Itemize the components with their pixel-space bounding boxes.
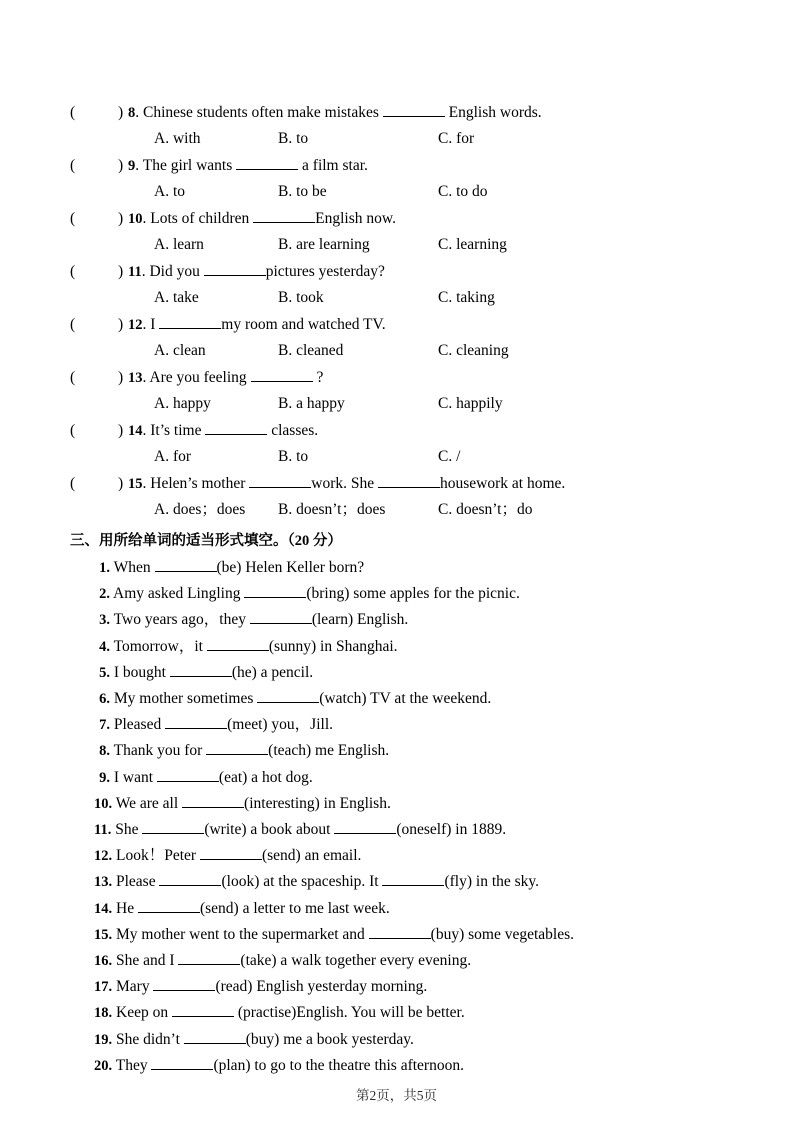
mc-stem-before: Chinese students often make mistakes [143, 104, 379, 121]
item-text-before: I want [113, 768, 154, 786]
item-text-after: (buy) me a book yesterday. [245, 1030, 414, 1048]
item-text-after: (bring) some apples for the picnic. [306, 585, 520, 603]
answer-blank-2[interactable] [378, 474, 440, 488]
answer-paren-open: ( [70, 422, 76, 439]
answer-blank[interactable] [249, 474, 311, 488]
fill-item [70, 1027, 723, 1053]
item-text-before: She [115, 821, 139, 839]
fill-item [70, 843, 723, 869]
item-number: 1. [99, 560, 110, 576]
answer-blank[interactable] [204, 262, 266, 276]
item-text-before: Thank you for [113, 742, 203, 760]
answer-paren-open: ( [70, 475, 76, 492]
item-number: 18. [94, 1005, 113, 1022]
answer-blank[interactable] [244, 584, 306, 598]
mc-stem-before: Are you feeling [149, 369, 247, 386]
answer-blank[interactable] [250, 610, 312, 624]
multiple-choice-list [70, 100, 723, 522]
fill-item [70, 896, 723, 922]
mc-options [70, 232, 723, 257]
item-text-after: (watch) TV at the weekend. [319, 690, 492, 708]
item-text-after: (he) a pencil. [231, 663, 314, 681]
item-number: 6. [99, 691, 110, 708]
mc-stem-before: Did you [149, 263, 200, 280]
mc-options [70, 444, 723, 469]
mc-option-a[interactable]: A. does；does [154, 501, 246, 518]
answer-paren-close: ) [118, 422, 124, 439]
item-text-after: (eat) a hot dog. [218, 768, 313, 786]
mc-stem-before: It’s time [150, 422, 202, 439]
mc-stem-after: English words. [448, 104, 542, 121]
answer-paren-open: ( [70, 263, 76, 280]
item-number: 4. [99, 638, 110, 655]
answer-blank[interactable] [182, 794, 244, 808]
item-text-after: (read) English yesterday morning. [215, 978, 428, 996]
answer-blank[interactable] [178, 951, 240, 965]
mc-question-10 [70, 206, 723, 257]
mc-question-9 [70, 153, 723, 204]
answer-paren-close: ) [118, 157, 124, 174]
mc-option-c[interactable]: C. to do [438, 183, 488, 200]
section-three-title: 三、用所给单词的适当形式填空。 [70, 533, 288, 549]
answer-paren-close: ) [118, 475, 124, 492]
fill-item [70, 791, 723, 817]
item-text-before: She didn’t [116, 1030, 180, 1048]
fill-item [70, 738, 723, 764]
mc-stem-after-2: housework at home. [440, 475, 566, 492]
item-number: 10. [94, 795, 113, 812]
mc-stem-before: Lots of children [150, 210, 250, 227]
item-text-after-2: (oneself) in 1889. [396, 821, 507, 839]
answer-blank[interactable] [206, 741, 268, 755]
item-number: 14. [94, 900, 113, 917]
mc-stem-after: my room and watched TV. [221, 316, 386, 333]
item-number: 5. [99, 664, 110, 681]
item-text-before: Amy asked Lingling [113, 585, 241, 603]
mc-question-11 [70, 259, 723, 310]
answer-blank[interactable] [251, 368, 313, 382]
mc-number: 11 [128, 264, 142, 280]
mc-option-b[interactable]: B. to be [278, 183, 327, 200]
item-text-after: (send) a letter to me last week. [199, 899, 390, 917]
section-three-score: （20 分） [287, 533, 342, 549]
fill-item [70, 555, 723, 581]
mc-option-a[interactable]: A. with [154, 130, 201, 147]
answer-blank[interactable] [151, 1056, 213, 1070]
mc-number: 8 [128, 105, 136, 121]
fill-item [70, 869, 723, 895]
mc-options [70, 338, 723, 363]
mc-number: 14 [128, 423, 143, 439]
answer-blank[interactable] [153, 977, 215, 991]
answer-blank[interactable] [170, 663, 232, 677]
answer-blank[interactable] [236, 156, 298, 170]
mc-option-c[interactable]: C. for [438, 130, 475, 147]
item-text-before: Please [116, 873, 156, 891]
item-number: 20. [94, 1057, 113, 1074]
item-number: 17. [94, 979, 113, 996]
mc-stem: ( ) 11. Did you pictures yesterday? [70, 259, 723, 285]
mc-option-a[interactable]: A. to [154, 183, 185, 200]
answer-blank[interactable] [159, 315, 221, 329]
mc-stem-after: pictures yesterday? [265, 263, 385, 280]
mc-option-a[interactable]: A. happy [154, 395, 211, 412]
item-text-before: Look！Peter [116, 847, 197, 865]
mc-stem-after: a film star. [302, 157, 368, 174]
mc-option-b[interactable]: B. took [278, 289, 324, 306]
fill-item [70, 660, 723, 686]
mc-number: 15 [128, 476, 143, 492]
item-text-before: Tomorrow，it [113, 637, 203, 655]
mc-option-c[interactable]: C. cleaning [438, 342, 509, 359]
item-text-before: Mary [116, 978, 150, 996]
mc-option-b[interactable]: B. cleaned [278, 342, 344, 359]
mc-option-c[interactable]: C. taking [438, 289, 495, 306]
mc-stem: ( ) 8. Chinese students often make mistakes English words. [70, 100, 723, 126]
mc-option-c[interactable]: C. happily [438, 395, 503, 412]
answer-blank[interactable] [142, 820, 204, 834]
fill-item [70, 765, 723, 791]
mc-option-b[interactable]: B. are learning [278, 236, 370, 253]
fill-in-blank-list [70, 555, 723, 1079]
answer-blank-2[interactable] [334, 820, 396, 834]
item-number: 19. [94, 1031, 113, 1048]
answer-blank[interactable] [155, 558, 217, 572]
mc-stem-after: classes. [271, 422, 319, 439]
item-text-before: Pleased [113, 716, 162, 734]
item-text-after: (buy) some vegetables. [430, 925, 575, 943]
item-text-after: (learn) English. [311, 611, 409, 629]
mc-number: 13 [128, 370, 143, 386]
mc-option-b[interactable]: B. doesn’t；does [278, 501, 386, 518]
mc-option-a[interactable]: A. take [154, 289, 199, 306]
mc-question-14 [70, 418, 723, 469]
answer-blank[interactable] [138, 899, 200, 913]
item-text-after: (practise)English. You will be better. [237, 1004, 465, 1022]
mc-number: 12 [128, 317, 143, 333]
mc-option-a[interactable]: A. clean [154, 342, 206, 359]
mc-options [70, 285, 723, 310]
answer-blank[interactable] [369, 925, 431, 939]
answer-blank[interactable] [184, 1030, 246, 1044]
mc-stem: ( ) 12. I my room and watched TV. [70, 312, 723, 338]
mc-stem-before: The girl wants [142, 157, 233, 174]
mc-stem: ( ) 10. Lots of children English now. [70, 206, 723, 232]
item-text-before: He [116, 899, 135, 917]
item-text-after: (send) an email. [261, 847, 362, 865]
mc-question-13 [70, 365, 723, 416]
item-text-before: Keep on [116, 1004, 169, 1022]
answer-paren-open: ( [70, 104, 76, 121]
mc-stem-before: I [150, 316, 156, 333]
item-text-after: (take) a walk together every evening. [240, 952, 472, 970]
item-number: 9. [99, 769, 110, 786]
answer-blank[interactable] [200, 846, 262, 860]
item-text-after: (plan) to go to the theatre this afternoon. [213, 1056, 464, 1074]
page-number-text: 第2页，共5页 [356, 1088, 437, 1103]
item-number: 13. [94, 874, 113, 891]
answer-paren-close: ) [118, 316, 124, 333]
item-text-after-2: (fly) in the sky. [444, 873, 540, 891]
answer-paren-open: ( [70, 316, 76, 333]
mc-stem-after: English now. [315, 210, 396, 227]
item-number: 2. [99, 586, 110, 603]
item-text-after: (teach) me English. [268, 742, 390, 760]
answer-blank[interactable] [172, 1003, 234, 1017]
item-number: 16. [94, 953, 113, 970]
item-text-after: (be) Helen Keller born? [216, 559, 365, 576]
fill-item [70, 817, 723, 843]
item-text-before: My mother went to the supermarket and [116, 925, 365, 943]
item-number: 12. [94, 848, 113, 865]
mc-number: 10 [128, 211, 143, 227]
answer-blank-2[interactable] [382, 872, 444, 886]
answer-paren-close: ) [118, 369, 124, 386]
fill-item [70, 1000, 723, 1026]
item-text-before: I bought [113, 663, 166, 681]
item-number: 7. [99, 717, 110, 734]
item-text-after: (look) at the spaceship. It [221, 873, 379, 891]
item-text-after: (meet) you，Jill. [227, 716, 334, 734]
answer-blank[interactable] [207, 637, 269, 651]
mc-option-c[interactable]: C. / [438, 448, 461, 465]
fill-item [70, 712, 723, 738]
mc-question-8 [70, 100, 723, 151]
fill-item [70, 974, 723, 1000]
answer-paren-close: ) [118, 210, 124, 227]
answer-blank[interactable] [157, 768, 219, 782]
answer-paren-close: ) [118, 104, 124, 121]
fill-item [70, 948, 723, 974]
page-footer [0, 1084, 793, 1104]
mc-option-b[interactable]: B. to [278, 130, 309, 147]
fill-item [70, 634, 723, 660]
answer-blank[interactable] [257, 689, 319, 703]
mc-stem: ( ) 13. Are you feeling ? [70, 365, 723, 391]
answer-blank[interactable] [159, 872, 221, 886]
mc-stem-after: ? [316, 369, 324, 386]
mc-question-12 [70, 312, 723, 363]
answer-paren-open: ( [70, 369, 76, 386]
item-number: 8. [99, 743, 110, 760]
mc-stem: ( ) 15. Helen’s mother work. She housework at home. [70, 471, 723, 497]
answer-blank[interactable] [205, 421, 267, 435]
item-text-before: They [115, 1056, 148, 1074]
mc-options [70, 497, 723, 522]
item-text-before: My mother sometimes [113, 690, 254, 708]
mc-options [70, 179, 723, 204]
mc-number: 9 [128, 158, 136, 174]
item-text-after: (sunny) in Shanghai. [268, 637, 398, 655]
item-number: 3. [99, 612, 110, 629]
mc-question-15 [70, 471, 723, 522]
mc-options [70, 391, 723, 416]
mc-stem-before: Helen’s mother [150, 475, 246, 492]
mc-option-c[interactable]: C. doesn’t；do [438, 501, 533, 518]
mc-option-b[interactable]: B. a happy [278, 395, 345, 412]
mc-stem: ( ) 9. The girl wants a film star. [70, 153, 723, 179]
answer-blank[interactable] [253, 209, 315, 223]
item-number: 15. [94, 926, 113, 943]
fill-item [70, 607, 723, 633]
answer-paren-close: ) [118, 263, 124, 280]
answer-blank[interactable] [383, 103, 445, 117]
mc-options [70, 126, 723, 151]
section-three-heading [70, 528, 723, 554]
answer-paren-open: ( [70, 210, 76, 227]
mc-option-b[interactable]: B. to [278, 448, 309, 465]
item-text-before: She and I [116, 952, 175, 970]
fill-item [70, 686, 723, 712]
answer-paren-open: ( [70, 157, 76, 174]
item-text-after: (interesting) in English. [244, 794, 391, 812]
mc-stem: ( ) 14. It’s time classes. [70, 418, 723, 444]
mc-option-a[interactable]: A. learn [154, 236, 204, 253]
item-text-before: We are all [115, 794, 179, 812]
item-number: 11. [94, 822, 112, 839]
item-text-before: When [113, 559, 151, 576]
item-text-after: (write) a book about [204, 821, 331, 839]
fill-item [70, 1053, 723, 1079]
fill-item [70, 922, 723, 948]
fill-item [70, 581, 723, 607]
mc-option-a[interactable]: A. for [154, 448, 192, 465]
mc-option-c[interactable]: C. learning [438, 236, 507, 253]
mc-stem-after: work. She [311, 475, 375, 492]
item-text-before: Two years ago，they [113, 611, 246, 629]
answer-blank[interactable] [165, 715, 227, 729]
